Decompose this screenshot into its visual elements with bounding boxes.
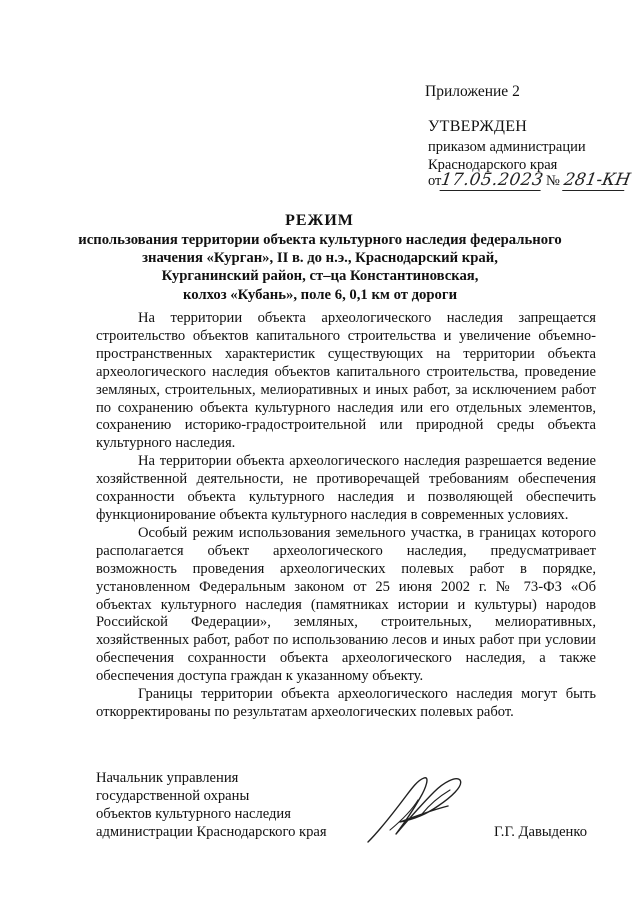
appendix-label: Приложение 2 bbox=[425, 83, 520, 100]
approval-line-1: приказом администрации bbox=[428, 139, 586, 155]
position-line: Начальник управления bbox=[96, 770, 239, 786]
signatory-position bbox=[96, 770, 327, 842]
handwritten-number: 281-КН bbox=[561, 170, 632, 190]
subtitle-line: использования территории объекта культурного наследия федерального bbox=[78, 232, 562, 248]
document-body bbox=[96, 310, 596, 722]
approval-line-2: Краснодарского края bbox=[428, 157, 558, 173]
signatory-name: Г.Г. Давыденко bbox=[494, 824, 588, 840]
paragraph: Особый режим использования земельного участка, в границах которого располагается объект археологического наследия, предусматривает возможность проведения археологических полевых работ в порядке, установленном Федеральным законом от 25 июня 2002 г. № 73-ФЗ «Об объектах культурного наследия (памятниках истории и культуры) народов Российской Федерации», земляных, строительных, мелиоративных, хозяйственных работ, работ по использованию лесов и иных работ при условии обеспечения сохранности объекта археологического наследия, а также обеспечения доступа граждан к указанному объекту. bbox=[96, 524, 596, 685]
handwritten-signature bbox=[360, 770, 470, 850]
number-prefix: № bbox=[546, 173, 560, 189]
subtitle-line: Курганинский район, ст–ца Константиновская, bbox=[161, 268, 479, 285]
position-line: объектов культурного наследия bbox=[96, 805, 291, 822]
position-line: государственной охраны bbox=[96, 787, 250, 804]
subtitle-line: значения «Курган», II в. до н.э., Краснодарский край, bbox=[142, 250, 498, 267]
subtitle-line: колхоз «Кубань», поле 6, 0,1 км от дороги bbox=[182, 286, 458, 303]
document-subtitle bbox=[60, 231, 580, 304]
paragraph: Границы территории объекта археологического наследия могут быть откорректированы по результатам археологических полевых работ. bbox=[96, 686, 596, 720]
document-title: РЕЖИМ bbox=[285, 212, 354, 229]
paragraph: На территории объекта археологического наследия запрещается строительство объектов капитального строительства и увеличение объемно-пространственных характеристик существующих на территории объекта археологического наследия объектов капитального строительства, проведение земляных, строительных, мелиоративных и иных работ, за исключением работ по сохранению объекта культурного наследия или его отдельных элементов, сохранению историко-градостроительной или природной среды объекта культурного наследия. bbox=[96, 310, 596, 452]
approved-label: УТВЕРЖДЕН bbox=[428, 118, 528, 135]
paragraph: На территории объекта археологического наследия разрешается ведение хозяйственной деятельности, не противоречащей требованиям обеспечения сохранности объекта культурного наследия и позволяющей обеспечить функционирование объекта культурного наследия в современных условиях. bbox=[96, 453, 596, 523]
handwritten-date: 17.05.2023 bbox=[440, 170, 546, 190]
date-prefix: от bbox=[428, 173, 442, 189]
date-line bbox=[428, 170, 632, 191]
position-line: администрации Краснодарского края bbox=[96, 823, 327, 840]
